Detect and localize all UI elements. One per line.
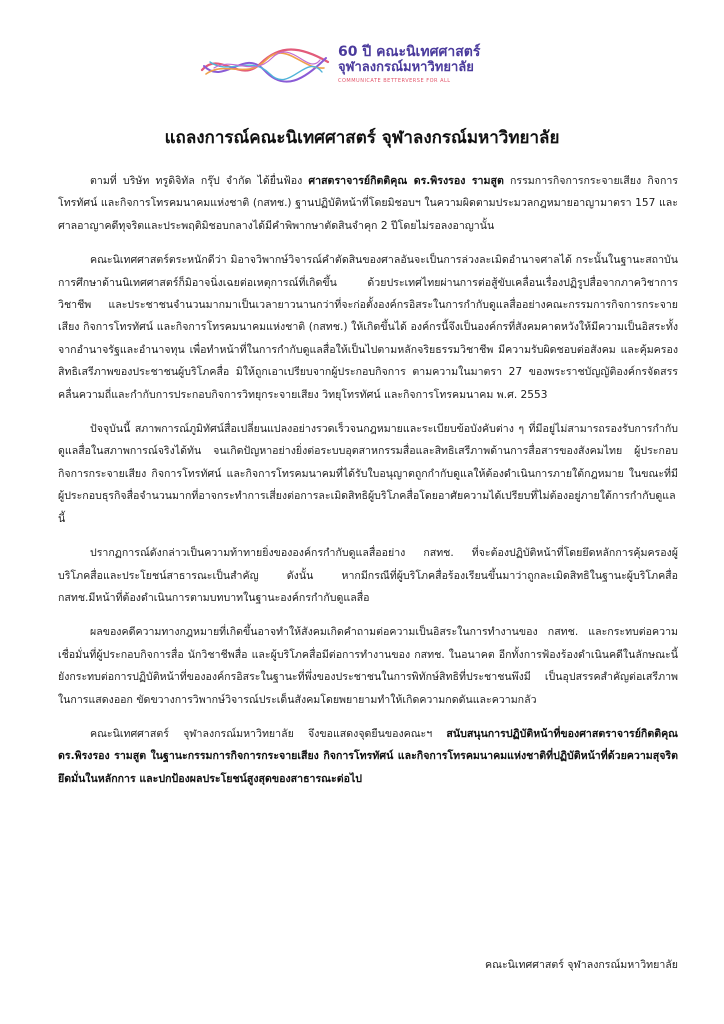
statement-body [58,170,678,802]
paragraph-4: ปรากฏการณ์ดังกล่าวเป็นความท้าทายยิ่งขององค์กรกำกับดูแลสื่ออย่าง กสทช. ที่จะต้องปฏิบัติหน้าที่โดยยึดหลักการคุ้มครองผู้บริโภคสื่อและประโยชน์สาธารณะเป็นสำคัญ ดังนั้น หากมีกรณีที่ผู้บริโภคสื่อร้องเรียนขึ้นมาว่าถูกละเมิดสิทธิในฐานะผู้บริโภคสื่อ กสทช.มีหน้าที่ต้องดำเนินการตามบทบาทในฐานะองค์กรกำกับดูแลสื่อ [58,547,678,604]
paragraph-6-stance: สนับสนุนการปฏิบัติหน้าที่ของศาสตราจารย์กิตติคุณ ดร.พิรงรอง รามสูต ในฐานะกรรมการกิจการกระจายเสียง กิจการโทรทัศน์ และกิจการโทรคมนาคมแห่งชาติที่ปฏิบัติหน้าที่ด้วยความสุจริต ยึดมั่นในหลักการ และปกป้องผลประโยชน์สูงสุดของสาธารณะต่อไป [58,727,678,785]
paragraph-5: ผลของคดีความทางกฎหมายที่เกิดขึ้นอาจทำให้สังคมเกิดคำถามต่อความเป็นอิสระในการทำงานของ กสทช. และกระทบต่อความเชื่อมั่นที่ผู้ประกอบกิจการสื่อ นักวิชาชีพสื่อ และผู้บริโภคสื่อมีต่อการทำงานของ กสทช. ในอนาคต อีกทั้งการฟ้องร้องดำเนินคดีในลักษณะนี้ยังกระทบต่อการปฏิบัติหน้าที่ขององค์กรอิสระในฐานะที่พึ่งของประชาชนในการพิทักษ์สิทธิที่ประชาชนพึงมี เป็นอุปสรรคสำคัญต่อเสรีภาพในการแสดงออก ขัดขวางการวิพากษ์วิจารณ์ประเด็นสังคมโดยพยายามทำให้เกิดความกดดันและความกลัว [58,626,678,706]
logo-university: จุฬาลงกรณ์มหาวิทยาลัย [338,60,474,75]
paragraph-1-intro: ตามที่ บริษัท ทรูดิจิทัล กรุ๊ป จำกัด ได้ยื่นฟ้อง [90,175,309,187]
paragraph-2: คณะนิเทศศาสตร์ตระหนักดีว่า มิอาจวิพากษ์วิจารณ์คำตัดสินของศาลอันจะเป็นการล่วงละเมิดอำนาจศาลได้ กระนั้นในฐานะสถาบันการศึกษาด้านนิเทศศาสตร์ก็มิอาจนิ่งเฉยต่อเหตุการณ์ที่เกิดขึ้น ด้วยประเทศไทยผ่านการต่อสู้ขับเคลื่อนเรื่องปฏิรูปสื่อจากภาควิชาการ วิชาชีพ และประชาชนจำนวนมากมาเป็นเวลายาวนานกว่าที่จะก่อตั้งองค์กรอิสระในการกำกับดูแลสื่ออย่างคณะกรรมการกิจการกระจายเสียง กิจการโทรทัศน์ และกิจการโทรคมนาคมแห่งชาติ (กสทช.) ให้เกิดขึ้นได้ องค์กรนี้จึงเป็นองค์กรที่สังคมคาดหวังให้มีความเป็นอิสระทั้งจากอำนาจรัฐและอำนาจทุน เพื่อทำหน้าที่ในการกำกับดูแลสื่อให้เป็นไปตามหลักจริยธรรมวิชาชีพ มีความรับผิดชอบต่อสังคม และคุ้มครองสิทธิเสรีภาพของประชาชนผู้บริโภคสื่อ มิให้ถูกเอาเปรียบจากผู้ประกอบกิจการ ตามความในมาตรา 27 ของพระราชบัญญัติองค์กรจัดสรรคลื่นความถี่และกำกับการประกอบกิจการวิทยุกระจายเสียง วิทยุโทรทัศน์ และกิจการโทรคมนาคม พ.ศ. 2553 [58,254,678,401]
logo-title: 60 ปี คณะนิเทศศาสตร์ [338,44,481,60]
paragraph-1 [58,170,678,237]
logo-tagline: COMMUNICATE BETTERVERSE FOR ALL [338,78,451,84]
faculty-logo [200,36,530,98]
paragraph-6 [58,723,678,790]
paragraph-1-name: ศาสตราจารย์กิตติคุณ ดร.พิรงรอง รามสูต [308,175,504,187]
logo-text [338,44,538,84]
signature: คณะนิเทศศาสตร์ จุฬาลงกรณ์มหาวิทยาลัย [485,959,678,971]
paragraph-1-rest: กรรมการกิจการกระจายเสียง กิจการโทรทัศน์ และกิจการโทรคมนาคมแห่งชาติ (กสทช.) ฐานปฏิบัติหน้าที่โดยมิชอบฯ ในความผิดตามประมวลกฎหมายอาญามาตรา 157 และศาลอาญาคดีทุจริตและประพฤติมิชอบกลางได้มีคำพิพากษาตัดสินจำคุก 2 ปีโดยไม่รอลงอาญานั้น [58,175,678,232]
paragraph-3: ปัจจุบันนี้ สภาพการณ์ภูมิทัศน์สื่อเปลี่ยนแปลงอย่างรวดเร็วจนกฎหมายและระเบียบข้อบังคับต่าง ๆ ที่มีอยู่ไม่สามารถรองรับการกำกับดูแลสื่อในสภาพการณ์จริงได้ทัน จนเกิดปัญหาอย่างยิ่งต่อระบบอุตสาหกรรมสื่อและสิทธิเสรีภาพด้านการสื่อสารของสังคมไทย ผู้ประกอบกิจการกระจายเสียง กิจการโทรทัศน์ และกิจการโทรคมนาคมที่ได้รับใบอนุญาตถูกกำกับดูแลให้ต้องดำเนินการภายใต้กฎหมาย ในขณะที่มีผู้ประกอบธุรกิจสื่อจำนวนมากที่อาจกระทำการเสี่ยงต่อการละเมิดสิทธิผู้บริโภคสื่อโดยอาศัยความได้เปรียบที่ไม่ต้องอยู่ภายใต้การกำกับดูแลนี้ [58,423,678,525]
paragraph-6-intro: คณะนิเทศศาสตร์ จุฬาลงกรณ์มหาวิทยาลัย จึงขอแสดงจุดยืนของคณะฯ [90,727,447,740]
logo-swirl-icon [200,40,330,90]
page-title: แถลงการณ์คณะนิเทศศาสตร์ จุฬาลงกรณ์มหาวิทยาลัย [164,128,560,148]
